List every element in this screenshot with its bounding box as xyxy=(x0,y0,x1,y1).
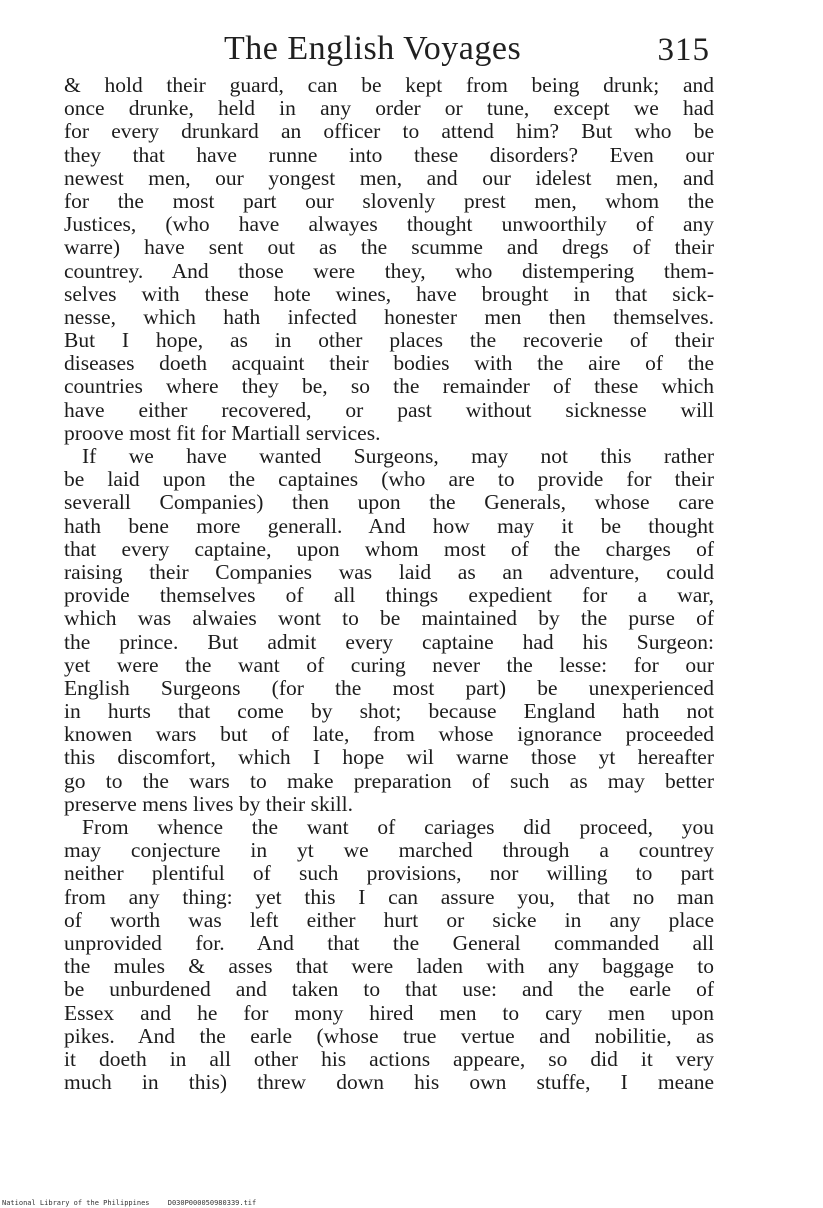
text-line: & hold their guard, can be kept from being drunk; and xyxy=(64,73,714,97)
text-line: neither plentiful of such provisions, nor willing to part xyxy=(64,861,714,886)
page-number: 315 xyxy=(657,32,710,68)
text-line: have either recovered, or past without sicknesse will xyxy=(64,397,714,422)
text-line: nesse, which hath infected honester men then themselves. xyxy=(64,304,714,329)
text-line: pikes. And the earle (whose true vertue and nobilitie, as xyxy=(64,1023,714,1048)
text-line: the prince. But admit every captaine had his Surgeon: xyxy=(64,629,714,654)
text-line: go to the wars to make preparation of such as may better xyxy=(64,768,714,793)
paragraph-first-line: If we have wanted Surgeons, may not this rather xyxy=(82,444,714,468)
text-line: knowen wars but of late, from whose ignorance proceeded xyxy=(64,722,714,747)
running-title: The English Voyages xyxy=(224,30,522,67)
file-identifier: D030P000050980339.tif xyxy=(167,1199,257,1207)
text-line: warre) have sent out as the scumme and dregs of their xyxy=(64,235,714,260)
text-line: that every captaine, upon whom most of the charges of xyxy=(64,536,714,561)
text-line: Essex and he for mony hired men to cary men upon xyxy=(64,1000,714,1025)
text-line: provide themselves of all things expedient for a war, xyxy=(64,583,714,608)
text-line: this discomfort, which I hope wil warne those yt hereafter xyxy=(64,745,714,770)
text-line: But I hope, as in other places the recoverie of their xyxy=(64,328,714,353)
text-line: much in this) threw down his own stuffe, I meane xyxy=(64,1070,714,1095)
text-line: in hurts that come by shot; because England hath not xyxy=(64,699,714,724)
text-line: Justices, (who have alwayes thought unwoorthily of any xyxy=(64,212,714,237)
text-line: they that have runne into these disorders? Even our xyxy=(64,142,714,167)
paragraph-first-line: From whence the want of cariages did proceed, you xyxy=(82,815,714,839)
text-line: diseases doeth acquaint their bodies with the aire of the xyxy=(64,351,714,376)
text-line: of worth was left either hurt or sicke in any place xyxy=(64,907,714,932)
text-line: from any thing: yet this I can assure you, that no man xyxy=(64,884,714,909)
text-line: yet were the want of curing never the lesse: for our xyxy=(64,652,714,677)
text-line: preserve mens lives by their skill. xyxy=(64,791,353,816)
scan-footer xyxy=(2,1199,256,1207)
library-credit: National Library of the Philippines xyxy=(2,1199,150,1207)
page-header xyxy=(64,28,714,78)
text-line: proove most fit for Martiall services. xyxy=(64,420,381,445)
text-line: selves with these hote wines, have brought in that sick- xyxy=(64,281,714,306)
text-line: newest men, our yongest men, and our idelest men, and xyxy=(64,165,714,190)
text-line: countries where they be, so the remainder of these which xyxy=(64,374,714,399)
text-line: hath bene more generall. And how may it be thought xyxy=(64,513,714,538)
text-line: be laid upon the captaines (who are to provide for their xyxy=(64,467,714,492)
text-line: unprovided for. And that the General commanded all xyxy=(64,930,714,955)
text-line: once drunke, held in any order or tune, except we had xyxy=(64,96,714,121)
text-line: countrey. And those were they, who distempering them- xyxy=(64,258,714,283)
body-text xyxy=(64,74,714,1094)
text-line: may conjecture in yt we marched through a countrey xyxy=(64,838,714,863)
text-line: severall Companies) then upon the Generals, whose care xyxy=(64,490,714,515)
text-line: for the most part our slovenly prest men, whom the xyxy=(64,188,714,213)
text-line: for every drunkard an officer to attend him? But who be xyxy=(64,119,714,144)
text-line: English Surgeons (for the most part) be unexperienced xyxy=(64,675,714,700)
text-line: it doeth in all other his actions appeare, so did it very xyxy=(64,1046,714,1071)
text-line: be unburdened and taken to that use: and the earle of xyxy=(64,977,714,1002)
text-line: the mules & asses that were laden with any baggage to xyxy=(64,954,714,979)
text-line: which was alwaies wont to be maintained by the purse of xyxy=(64,606,714,631)
text-line: raising their Companies was laid as an adventure, could xyxy=(64,559,714,584)
